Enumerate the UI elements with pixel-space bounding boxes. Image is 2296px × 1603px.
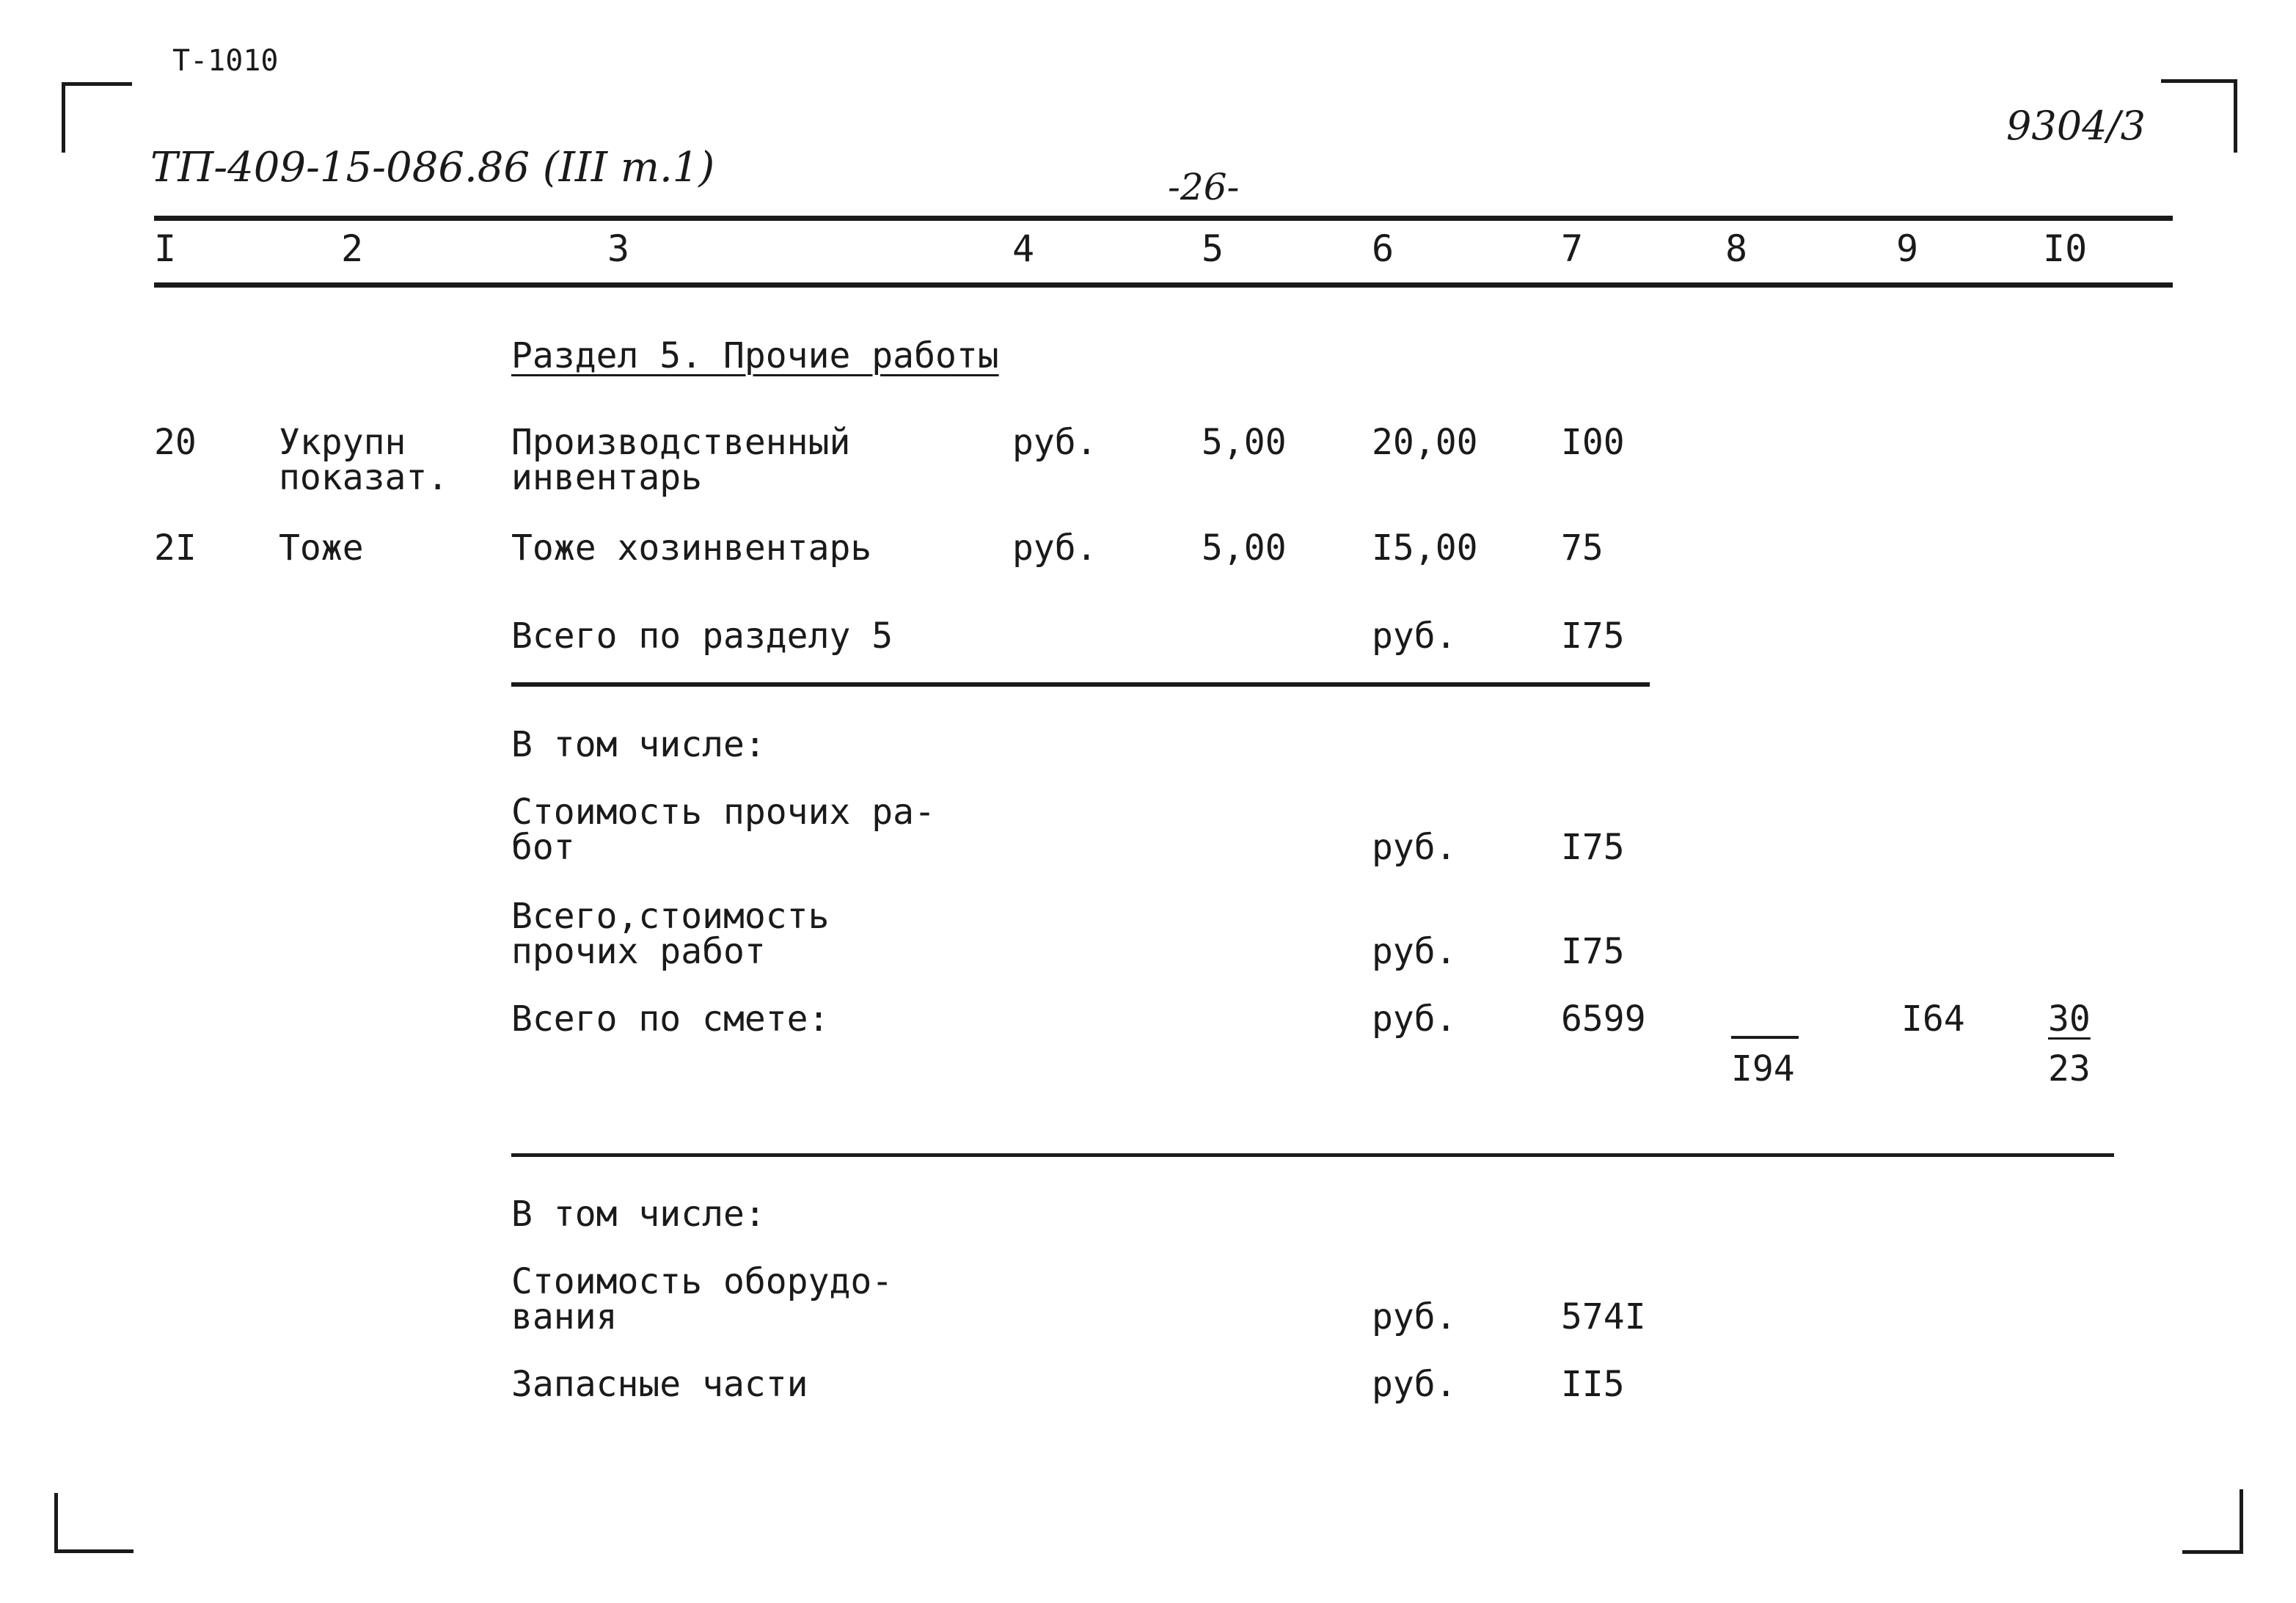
other-works-unit: руб. (1372, 827, 1457, 868)
total-other-name: прочих работ (511, 931, 766, 972)
equipment-name: вания (511, 1296, 618, 1337)
row-price: I5,00 (1372, 527, 1478, 569)
frame-corner-top-right-v (2234, 79, 2237, 153)
estimate-total-value: 6599 (1561, 998, 1646, 1040)
column-header: 3 (607, 227, 630, 270)
column-header: 8 (1725, 227, 1748, 270)
header-rule-top (154, 216, 2173, 221)
estimate-total-unit: руб. (1372, 998, 1457, 1040)
other-works-name: Стоимость прочих ра- (511, 792, 935, 833)
equipment-name: Стоимость оборудо- (511, 1261, 893, 1302)
header-rule-bottom (154, 282, 2173, 288)
section-total-label: Всего по разделу 5 (511, 616, 893, 657)
estimate-total-label: Всего по смете: (511, 998, 830, 1040)
total-other-name: Всего,стоимость (511, 896, 830, 937)
row-number: 20 (154, 422, 197, 463)
column-header: I (154, 227, 177, 270)
estimate-total-col9: I64 (1901, 998, 1965, 1040)
frame-corner-bottom-left-v (54, 1493, 58, 1553)
row-basis: Укрупн (279, 422, 406, 463)
row-name: Тоже хозинвентарь (511, 527, 872, 569)
row-basis: Тоже (279, 527, 364, 569)
doc-code: Т-1010 (172, 44, 279, 78)
spares-name: Запасные части (511, 1364, 808, 1405)
estimate-total-col10-bottom: 23 (2048, 1048, 2091, 1089)
row-qty: 5,00 (1202, 527, 1287, 569)
frame-corner-top-right-h (2161, 79, 2237, 83)
column-header: I0 (2043, 227, 2088, 270)
row-name: инвентарь (511, 457, 703, 498)
total-other-unit: руб. (1372, 931, 1457, 972)
frame-corner-bottom-right-v (2240, 1489, 2243, 1554)
frame-corner-bottom-left-h (54, 1549, 134, 1553)
column-header: 9 (1896, 227, 1919, 270)
project-code: ТП-409-15-086.86 (ІІІ т.1) (150, 144, 715, 191)
row-price: 20,00 (1372, 422, 1478, 463)
frame-corner-top-left-v (62, 82, 65, 153)
column-header: 2 (341, 227, 364, 270)
row-unit: руб. (1012, 527, 1097, 569)
spares-value: II5 (1561, 1364, 1625, 1405)
row-name: Производственный (511, 422, 851, 463)
row-basis: показат. (279, 457, 449, 498)
row-total: I00 (1561, 422, 1625, 463)
column-header: 5 (1202, 227, 1224, 270)
row-unit: руб. (1012, 422, 1097, 463)
column-header: 6 (1372, 227, 1394, 270)
other-works-name: бот (511, 827, 575, 868)
total-other-value: I75 (1561, 931, 1625, 972)
equipment-unit: руб. (1372, 1296, 1457, 1337)
column-header: 7 (1561, 227, 1584, 270)
section-total-unit: руб. (1372, 616, 1457, 657)
page-number: -26- (1168, 166, 1240, 208)
row-total: 75 (1561, 527, 1604, 569)
column-header: 4 (1012, 227, 1035, 270)
estimate-total-col8: I94 (1731, 1048, 1795, 1089)
spares-unit: руб. (1372, 1364, 1457, 1405)
sheet-number: 9304/3 (2006, 103, 2146, 149)
including-label: В том числе: (511, 724, 766, 765)
fraction-line (1731, 1036, 1799, 1039)
section-total-value: I75 (1561, 616, 1625, 657)
frame-corner-top-left-h (62, 82, 132, 86)
row-number: 2I (154, 527, 197, 569)
including-label: В том числе: (511, 1194, 766, 1235)
estimate-total-col10-top: 30 (2048, 998, 2091, 1040)
row-qty: 5,00 (1202, 422, 1287, 463)
section-title: Раздел 5. Прочие работы (511, 335, 999, 376)
estimate-total-rule (511, 1153, 2114, 1157)
other-works-value: I75 (1561, 827, 1625, 868)
section-total-rule (511, 682, 1650, 687)
frame-corner-bottom-right-h (2182, 1550, 2243, 1554)
equipment-value: 574I (1561, 1296, 1646, 1337)
